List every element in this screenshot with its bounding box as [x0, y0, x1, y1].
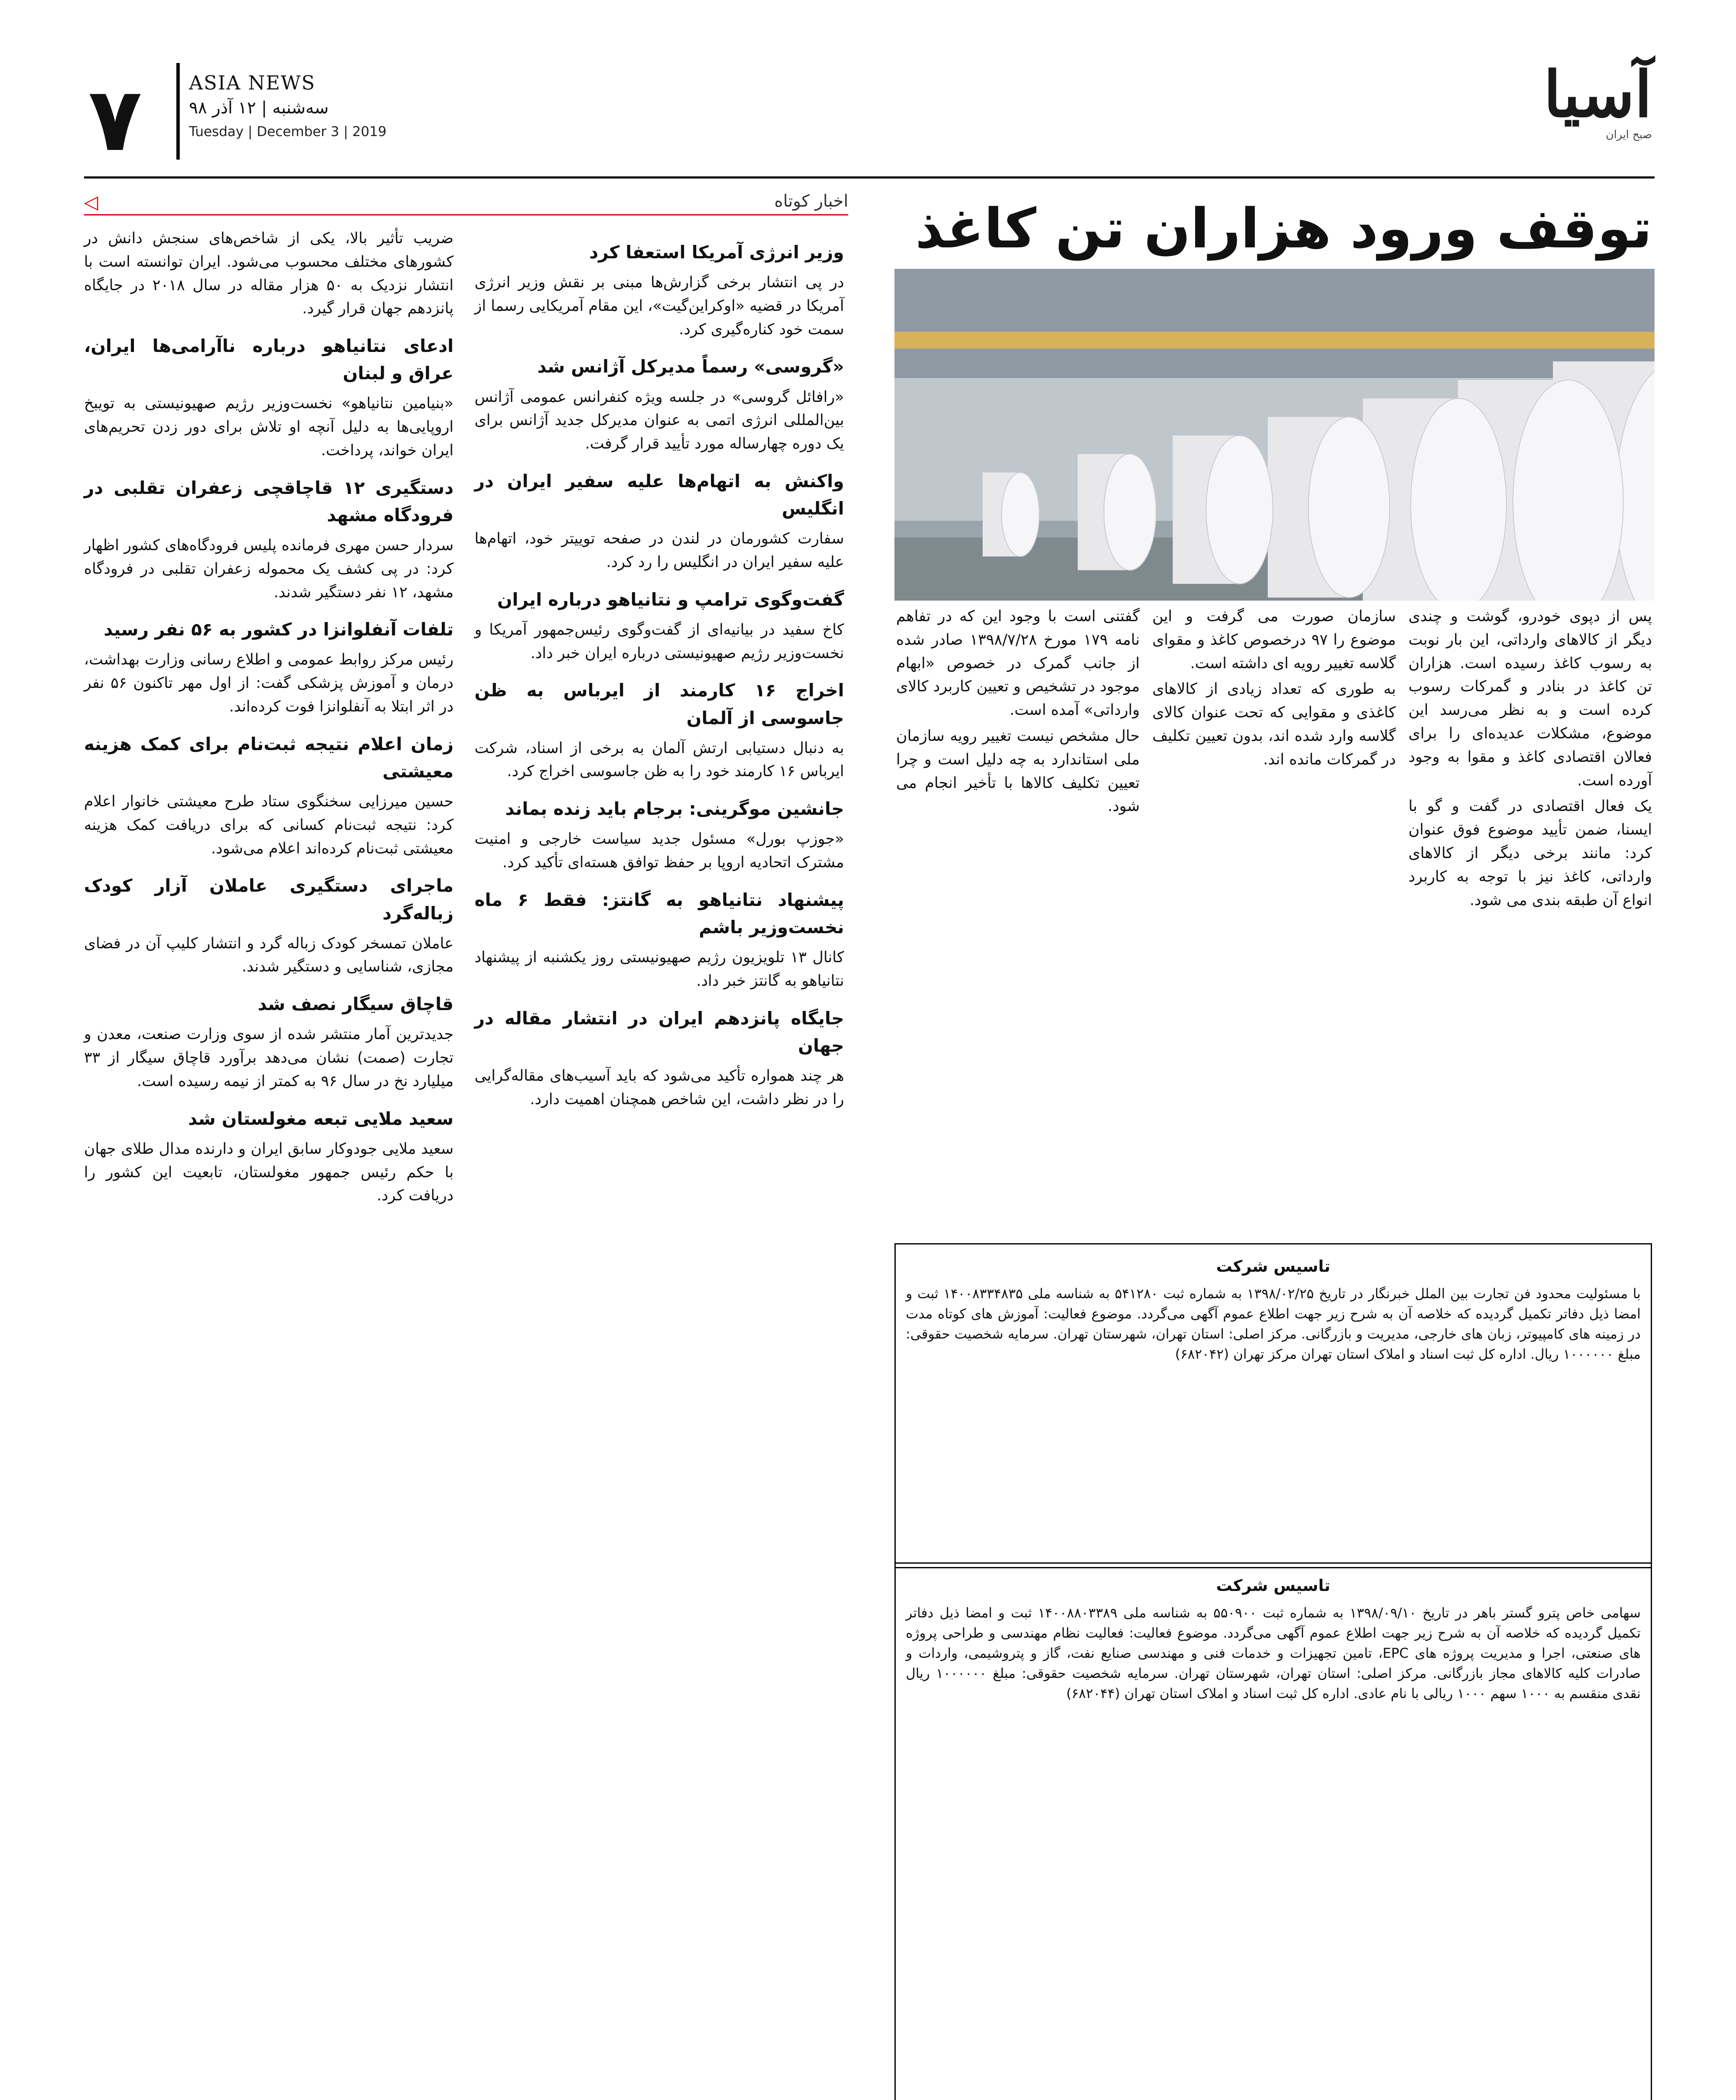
brief-title: جایگاه پانزدهم ایران در انتشار مقاله در جهان — [475, 1008, 844, 1056]
brief-body: «رافائل گروسی» در جلسه ویژه کنفرانس عمومی آژانس بین‌المللی انرژی اتمی به عنوان مدیرکل جدید آژانس برای یک دوره چهارساله مورد تأیید قرار گرفت. — [475, 388, 844, 453]
article-paragraph: سازمان صورت می گرفت و این موضوع را ۹۷ درخصوص کاغذ و مقوای گلاسه تغییر رویه ای داشته است. — [1152, 608, 1396, 672]
paper-roll-face — [1002, 472, 1039, 556]
ad-title: تاسیس شرکت — [1216, 1257, 1330, 1276]
article-paragraph: پس از دپوی خودرو، گوشت و چندی دیگر از کالاهای وارداتی، این بار نوبت به رسوب کاغذ رسیده است. هزاران تن کاغذ در بنادر و گمرکات رسوب کرده است و به نظر می‌رسد این موضوع، مشکلات عدیده‌ای را برای فعالان اقتصادی کاغذ و مقوا به وجود آورده است. — [1408, 608, 1652, 789]
logo-subtitle: صبح ایران — [1605, 129, 1652, 141]
brief-body: «بنیامین نتانیاهو» نخست‌وزیر رژیم صهیونیستی به تویبخ اروپایی‌ها به دلیل آنچه او تلاش برای دور زدن تحریم‌های ایران خواند، پرداخت. — [84, 395, 454, 459]
brief-title: اخراج ۱۶ کارمند از ایرباس به ظن جاسوسی از آلمان — [475, 680, 844, 728]
brief-body: در پی انتشار برخی گزارش‌ها مبنی بر نقش وزیر انرژی آمریکا در قضیه «اوکراین‌گیت»، این مقام آمریکایی رسما از سمت خود کناره‌گیری کرد. — [475, 274, 844, 338]
legal-ad-1 — [894, 1243, 1652, 1568]
brief-body: حسین میرزایی سخنگوی ستاد طرح معیشتی خانوار اعلام کرد: نتیجه ثبت‌نام کسانی که برای دریافت کمک هزینه معیشتی ثبت‌نام کرده‌اند اعلام می‌شود. — [84, 793, 454, 857]
brief-title: واکنش به اتهام‌ها علیه سفیر ایران در انگلیس — [475, 470, 844, 519]
brief-body: سعید ملایی جودوکار سابق ایران و دارنده مدال طلای جهان با حکم رئیس جمهور مغولستان، تابعیت این کشور را دریافت کرد. — [84, 1140, 454, 1205]
brief-body: رئیس مرکز روابط عمومی و اطلاع رسانی وزارت بهداشت، درمان و آموزش پزشکی گفت: از اول مهر تاکنون ۵۶ نفر در اثر ابتلا به آنفلوانزا فوت کرده‌اند. — [84, 651, 454, 716]
article-column-1 — [1408, 605, 1652, 914]
brief-title: زمان اعلام نتیجه ثبت‌نام برای کمک هزینه معیشتی — [84, 733, 454, 782]
article-column-2 — [1152, 605, 1396, 774]
brief-body: کاخ سفید در بیانیه‌ای از گفت‌وگوی رئیس‌جمهور آمریکا و نخست‌وزیر رژیم صهیونیستی درباره ایران خبر داد. — [475, 621, 844, 662]
brief-title: «گروسی» رسماً مدیرکل آژانس شد — [537, 356, 844, 377]
brief-body: سفارت کشورمان در لندن در صفحه توییتر خود، اتهام‌ها علیه سفیر ایران در انگلیس را رد کرد. — [475, 530, 844, 571]
main-headline: توقف ورود هزاران تن کاغذ — [915, 197, 1652, 260]
brief-title: سعید ملایی تبعه مغولستان شد — [188, 1108, 454, 1129]
briefs-column-b — [84, 227, 454, 1210]
brief-body: هر چند همواره تأکید می‌شود که باید آسیب‌های مقاله‌گرایی را در نظر داشت، این شاخص همچنان اهمیت دارد. — [475, 1067, 844, 1108]
brief-body: «جوزپ بورل» مسئول جدید سیاست خارجی و امنیت مشترک اتحادیه اروپا بر حفظ توافق هسته‌ای تأکید کرد. — [475, 830, 844, 872]
issue-date-fa: سه‌شنبه | ۱۲ آذر ۹۸ — [189, 98, 329, 118]
paper-roll-face — [1411, 399, 1506, 601]
issue-info — [189, 71, 407, 139]
brief-title: وزیر انرژی آمریکا استعفا کرد — [589, 242, 844, 262]
masthead-divider — [176, 63, 180, 160]
ad-title: تاسیس شرکت — [1216, 1576, 1330, 1595]
ad-body: با مسئولیت محدود فن تجارت بین الملل خبرنگار در تاریخ ۱۳۹۸/۰۲/۲۵ به شماره ثبت ۵۴۱۲۸۰ به شناسه ملی ۱۴۰۰۸۳۳۴۸۳۵ ثبت و امضا ذیل دفاتر تکمیل گردیده که خلاصه آن به شرح زیر جهت اطلاع عموم آگهی می‌گردد. موضوع فعالیت: آموزش های کوتاه مدت در زمینه های کامپیوتر، زبان های خارجی، مدیریت و بازرگانی. مرکز اصلی: استان تهران، شهرستان تهران. سرمایه شخصیت حقوقی: مبلغ ۱۰۰۰۰۰۰ ریال. اداره کل ثبت اسناد و املاک استان تهران مرکز تهران (۶۸۲۰۴۲) — [906, 1286, 1641, 1362]
briefs-column-a — [475, 227, 844, 1113]
article-paragraph: یک فعال اقتصادی در گفت و گو با ایسنا، ضمن تأیید موضوع فوق عنوان کرد: مانند برخی دیگر از کالاهای وارداتی، کاغذ نیز با توجه به کاربرد انواع آن طبقه بندی می شود. — [1408, 798, 1652, 909]
masthead-rule — [84, 176, 1655, 178]
article-paragraph: به طوری که تعداد زیادی از کالاهای کاغذی و مقوایی که تحت عنوان کالای گلاسه وارد شده اند، بدون تعیین تکلیف در گمرکات مانده اند. — [1152, 680, 1396, 768]
brief-body: عاملان تمسخر کودک زباله گرد و انتشار کلیپ آن در فضای مجازی، شناسایی و دستگیر شدند. — [84, 934, 454, 976]
paper-name-en: ASIA NEWS — [189, 71, 316, 94]
newspaper-logo — [1501, 58, 1652, 147]
brief-title: دستگیری ۱۲ قاچاقچی زعفران تقلبی در فرودگاه مشهد — [84, 477, 454, 525]
brief-title: ماجرای دستگیری عاملان آزار کودک زباله‌گرد — [84, 875, 454, 924]
article-paragraph: گفتنی است با وجود این که در تفاهم نامه ۱۷۹ مورخ ۱۳۹۸/۷/۲۸ صادر شده از جانب گمرک در خصوص «ابهام موجود در تشخیص و تعیین کاربرد کالای وارداتی» آمده است. — [896, 608, 1140, 719]
article-column-3 — [896, 605, 1140, 821]
ad-body: سهامی خاص پترو گستر باهر در تاریخ ۱۳۹۸/۰۹/۱۰ به شماره ثبت ۵۵۰۹۰۰ به شناسه ملی ۱۴۰۰۸۸۰۳۳۸۹ ثبت و امضا ذیل دفاتر تکمیل گردیده که خلاصه آن به شرح زیر جهت اطلاع عموم آگهی می‌گردد. موضوع فعالیت: فعالیت نظام مهندسی و طراحی پروژه های صنعتی، اجرا و مدیریت پروژه های EPC، تامین تجهیزات و خدمات فنی و مهندسی صنایع نفت، گاز و پتروشیمی، واردات و صادرات کلیه کالاهای مجاز بازرگانی. مرکز اصلی: استان تهران، شهرستان تهران. سرمایه شخصیت حقوقی: مبلغ ۱۰۰۰۰۰۰ ریال نقدی منقسم به ۱۰۰۰ سهم ۱۰۰۰ ریالی با نام عادی. اداره کل ثبت اسناد و املاک استان تهران (۶۸۲۰۴۴) — [906, 1605, 1641, 1701]
article-paragraph: حال مشخص نیست تغییر رویه سازمان ملی استاندارد به چه دلیل است و چرا تعیین تکلیف کالاها با تأخیر انجام می شود. — [896, 727, 1140, 815]
brief-body: ضریب تأثیر بالا، یکی از شاخص‌های سنجش دانش در کشورهای مختلف محسوب می‌شود. ایران توانسته است با انتشار نزدیک به ۵۰ هزار مقاله در سال ۲۰۱۸ در جایگاه پانزدهم جهان قرار گیرد. — [84, 230, 454, 318]
brief-body: کانال ۱۳ تلویزیون رژیم صهیونیستی روز یکشنبه از پیشنهاد نتانیاهو به گانتز خبر داد. — [475, 949, 844, 990]
section-tag — [84, 189, 848, 215]
brief-body: به دنبال دستیابی ارتش آلمان به برخی از اسناد، شرکت ایرباس ۱۶ کارمند خود را به ظن جاسوسی اخراج کرد. — [475, 739, 844, 780]
brief-body: جدیدترین آمار منتشر شده از سوی وزارت صنعت، معدن و تجارت (صمت) نشان می‌دهد برآورد قاچاق سیگار از ۳۳ میلیارد نخ در سال ۹۶ به کمتر از نیمه رسیده است. — [84, 1026, 454, 1090]
brief-title: گفت‌وگوی ترامپ و نتانیاهو درباره ایران — [497, 589, 844, 610]
page-number: ۷ — [88, 68, 142, 171]
brief-title: ادعای نتانیاهو درباره ناآرامی‌ها ایران، عراق و لبنان — [84, 336, 454, 384]
paper-roll-face — [1309, 417, 1390, 598]
brief-title: تلفات آنفلوانزا در کشور به ۵۶ نفر رسید — [104, 619, 454, 640]
brief-title: پیشنهاد نتانیاهو به گانتز: فقط ۶ ماه نخست‌وزیر باشم — [475, 889, 844, 937]
brief-title: قاچاق سیگار نصف شد — [257, 994, 454, 1015]
paper-roll-face — [1104, 454, 1156, 570]
brief-body: سردار حسن مهری فرمانده پلیس فرودگاه‌های کشور اظهار کرد: در پی کشف یک محموله زعفران تقلبی در فرودگاه مشهد، ۱۲ نفر دستگیر شدند. — [84, 536, 454, 601]
paper-roll-face — [1206, 436, 1273, 584]
section-marker-icon: ◁ — [84, 192, 98, 213]
brief-title: جانشین موگرینی: برجام باید زنده بماند — [505, 798, 844, 819]
issue-date-en: Tuesday | December 3 | 2019 — [189, 123, 387, 139]
legal-ad-2 — [894, 1562, 1652, 2100]
section-label: اخبار کوتاه — [774, 192, 848, 211]
logo-wordmark: آسیا — [1543, 58, 1652, 131]
paper-rolls-photo — [894, 269, 1655, 601]
